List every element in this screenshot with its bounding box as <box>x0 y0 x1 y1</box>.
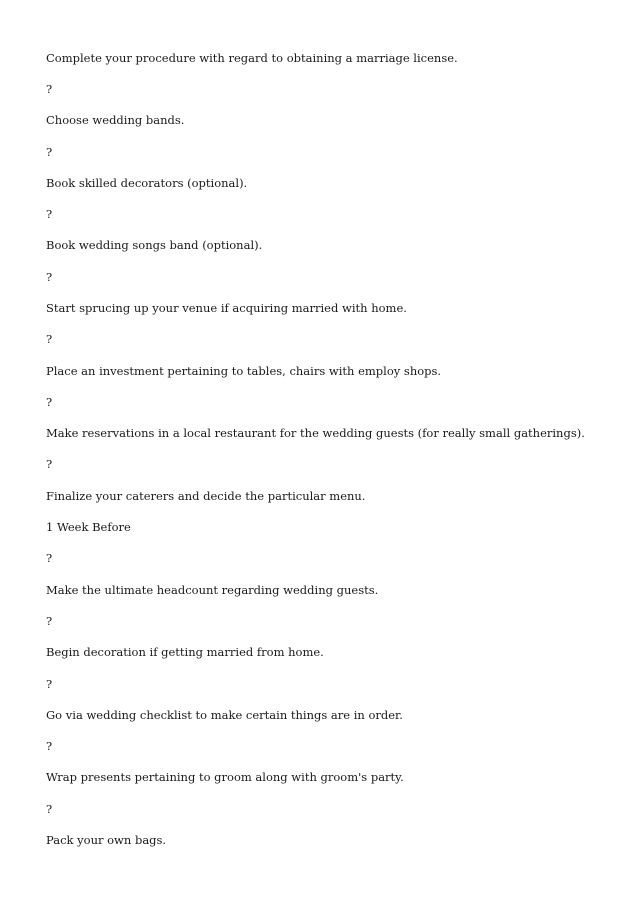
bullet-marker: ? <box>46 457 53 471</box>
bullet-marker: ? <box>46 207 53 221</box>
checklist-item: Begin decoration if getting married from home. <box>46 645 324 659</box>
checklist-item: Make the ultimate headcount regarding wedding guests. <box>46 583 379 597</box>
checklist-item: Finalize your caterers and decide the particular menu. <box>46 489 366 503</box>
bullet-marker: ? <box>46 270 53 284</box>
checklist-item: Start sprucing up your venue if acquiring married with home. <box>46 301 407 315</box>
checklist-item: Choose wedding bands. <box>46 113 185 127</box>
checklist-item: Pack your own bags. <box>46 833 167 847</box>
checklist-item: Place an investment pertaining to tables, chairs with employ shops. <box>46 364 442 378</box>
checklist-item: Go via wedding checklist to make certain things are in order. <box>46 708 403 722</box>
bullet-marker: ? <box>46 332 53 346</box>
checklist-item: Wrap presents pertaining to groom along with groom's party. <box>46 770 404 784</box>
checklist-item: Book skilled decorators (optional). <box>46 176 248 190</box>
bullet-marker: ? <box>46 802 53 816</box>
bullet-marker: ? <box>46 82 53 96</box>
bullet-marker: ? <box>46 677 53 691</box>
bullet-marker: ? <box>46 739 53 753</box>
bullet-marker: ? <box>46 395 53 409</box>
bullet-marker: ? <box>46 551 53 565</box>
checklist-item: Make reservations in a local restaurant for the wedding guests (for really small gatherings). <box>46 426 585 440</box>
checklist-item: Book wedding songs band (optional). <box>46 238 263 252</box>
bullet-marker: ? <box>46 614 53 628</box>
section-heading: 1 Week Before <box>46 520 131 534</box>
bullet-marker: ? <box>46 145 53 159</box>
checklist-item: Complete your procedure with regard to obtaining a marriage license. <box>46 51 458 65</box>
